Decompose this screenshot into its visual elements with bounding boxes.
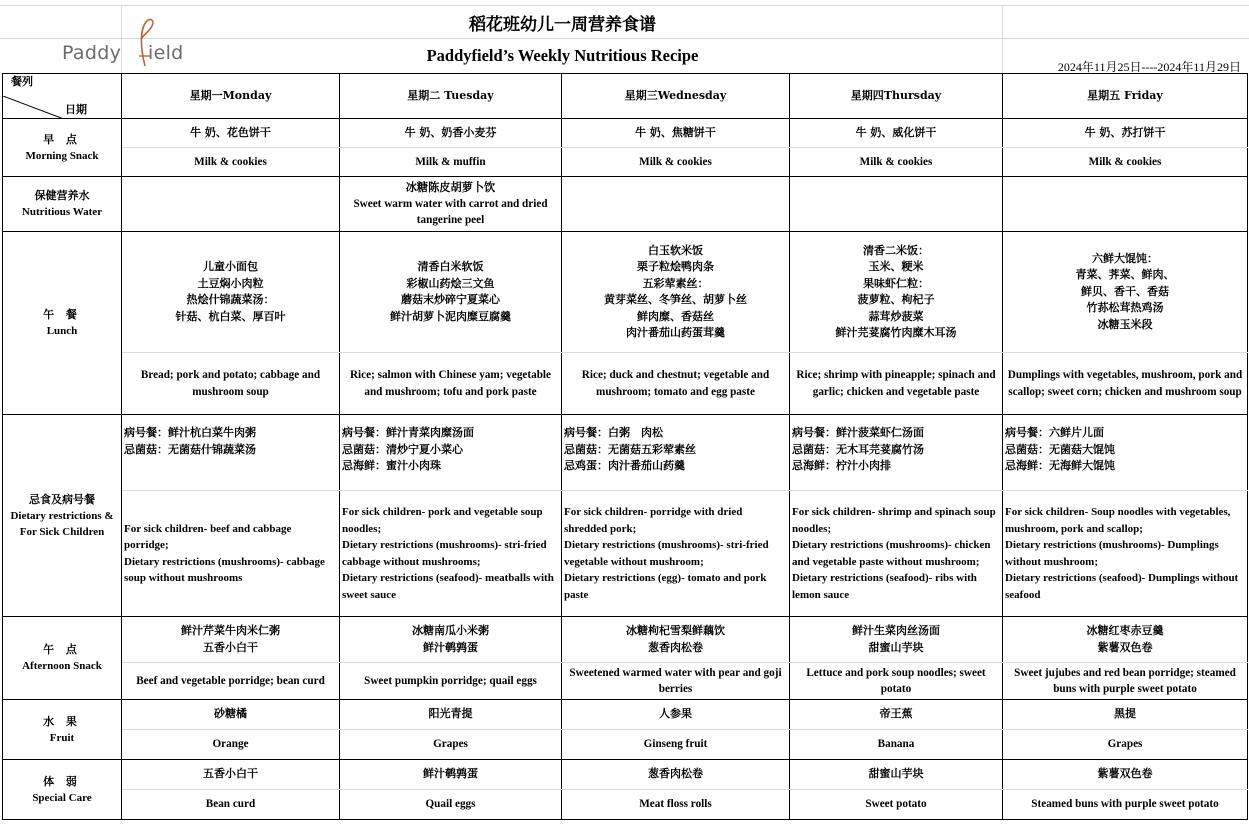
corner-cell bbox=[3, 74, 122, 119]
menu-cell-cn: 牛 奶、焦糖饼干 bbox=[562, 119, 790, 148]
morning-snack-row bbox=[3, 119, 1248, 148]
row-label-cn: 体 弱 bbox=[43, 774, 81, 788]
dish: 冰糖枸杞雪梨鲜藕饮 bbox=[626, 624, 725, 637]
menu-cell-en: Milk & cookies bbox=[562, 148, 790, 177]
weekly-menu-table bbox=[2, 73, 1248, 820]
dish: 鲜汁芹菜牛肉米仁粥 bbox=[181, 624, 280, 637]
menu-cell-en: Sweet potato bbox=[790, 790, 1003, 820]
menu-cell-en: Orange bbox=[122, 730, 340, 760]
afternoon-snack-row bbox=[3, 617, 1248, 663]
row-label-cn: 早 点 bbox=[43, 132, 81, 146]
dish: 青菜、荠菜、鲜肉、 bbox=[1075, 268, 1175, 282]
menu-cell-cn: 黑提 bbox=[1003, 700, 1248, 730]
menu-cell-en: Rice; duck and chestnut; vegetable and mushroom; tomato and egg paste bbox=[562, 353, 790, 415]
row-label-en: Special Care bbox=[32, 791, 92, 804]
dish: 儿童小面包 bbox=[203, 260, 258, 273]
dish: 玉米、粳米 bbox=[868, 260, 924, 273]
menu-cell-en: Bean curd bbox=[122, 790, 340, 820]
afternoon-snack-en-row bbox=[3, 663, 1248, 700]
special-care-row bbox=[3, 760, 1248, 790]
menu-cell-cn bbox=[122, 415, 340, 491]
menu-cell-cn bbox=[562, 232, 790, 353]
corner-date-label: 日期 bbox=[65, 103, 87, 116]
menu-cell-en: Sweet jujubes and red bean porridge; steamed buns with purple sweet potato bbox=[1003, 663, 1248, 700]
dish: 鲜汁胡萝卜泥肉糜豆腐羹 bbox=[390, 309, 511, 323]
dish: 肉汁番茄山药蛋茸羹 bbox=[626, 326, 725, 339]
menu-cell-cn: 牛 奶、威化饼干 bbox=[790, 119, 1003, 148]
diet-item-en: Dietary restrictions (seafood)- meatballs with sweet sauce bbox=[342, 572, 554, 601]
date-range: 2024年11月25日----2024年11月29日 bbox=[1057, 60, 1241, 74]
row-label-afternoon bbox=[3, 617, 122, 700]
row-label-en: Lunch bbox=[46, 325, 78, 337]
menu-cell-cn: 牛 奶、花色饼干 bbox=[122, 119, 340, 148]
diet-item: 病号餐：白粥 肉松 bbox=[564, 426, 663, 439]
menu-cell-cn bbox=[790, 232, 1003, 353]
dietary-en-row bbox=[3, 491, 1248, 617]
menu-cell-en: Milk & cookies bbox=[790, 148, 1003, 177]
diet-item: 忌海鲜：柠汁小肉排 bbox=[792, 459, 891, 472]
diet-item: 忌鸡蛋：肉汁番茄山药羹 bbox=[564, 459, 685, 472]
menu-cell-en bbox=[562, 491, 790, 617]
menu-cell-cn: 鲜汁鹌鹑蛋 bbox=[340, 760, 562, 790]
menu-cell-en: Meat floss rolls bbox=[562, 790, 790, 820]
row-label-en: Nutritious Water bbox=[21, 206, 103, 218]
row-label-morning bbox=[3, 119, 122, 177]
dish: 竹荪松茸热鸡汤 bbox=[1086, 301, 1164, 315]
dish: 蒜茸炒菠菜 bbox=[868, 309, 924, 323]
row-label-water bbox=[3, 177, 122, 232]
menu-cell-cn bbox=[340, 617, 562, 663]
dish: 清香白米软饭 bbox=[417, 260, 484, 273]
menu-cell-cn: 甜蜜山芋块 bbox=[790, 760, 1003, 790]
row-label-en: Afternoon Snack bbox=[22, 660, 102, 672]
dish: 鲜贝、香干、香菇 bbox=[1081, 284, 1169, 298]
menu-cell-cn: 五香小白干 bbox=[122, 760, 340, 790]
diet-item-en: Dietary restrictions (egg)- tomato and pork paste bbox=[564, 572, 767, 601]
menu-cell-cn bbox=[790, 415, 1003, 491]
menu-cell-cn bbox=[340, 232, 562, 353]
menu-cell-en bbox=[1003, 491, 1248, 617]
logo-text-right: ield bbox=[148, 42, 184, 64]
nutritious-water-row bbox=[3, 177, 1248, 232]
lunch-en-row bbox=[3, 353, 1248, 415]
diet-item: 忌海鲜：无海鲜大馄饨 bbox=[1005, 459, 1115, 472]
dish: 蘑菇末炒碎宁夏菜心 bbox=[401, 293, 500, 306]
dish: 清香二米饭： bbox=[863, 243, 929, 257]
corner-meal-label: 餐列 bbox=[11, 74, 33, 88]
diet-item-en: Dietary restrictions (mushrooms)- stri-fried cabbage without mushrooms; bbox=[342, 539, 547, 568]
morning-snack-en-row bbox=[3, 148, 1248, 177]
menu-cell-cn bbox=[562, 415, 790, 491]
dish: 彩椒山药烩三文鱼 bbox=[406, 276, 495, 290]
dish: 冰糖南瓜小米粥 bbox=[412, 624, 489, 637]
menu-cell-en: Sweetened warmed water with pear and goji berries bbox=[562, 663, 790, 700]
menu-cell-en: Ginseng fruit bbox=[562, 730, 790, 760]
diet-item-en: For sick children- beef and cabbage porridge; bbox=[124, 522, 292, 551]
menu-cell-en bbox=[790, 491, 1003, 617]
dish: 甜蜜山芋块 bbox=[868, 640, 924, 654]
menu-cell-en bbox=[340, 491, 562, 617]
diet-item: 忌菌菇：无菌菇五彩荤素丝 bbox=[564, 442, 696, 456]
diet-item-en: Dietary restrictions (mushrooms)- cabbage soup without mushrooms bbox=[124, 555, 325, 584]
diet-item-en: For sick children- porridge with dried shredded pork; bbox=[564, 506, 743, 535]
day-header: 星期一Monday bbox=[122, 74, 340, 119]
menu-cell-cn: 人参果 bbox=[562, 700, 790, 730]
menu-cell-cn: 紫薯双色卷 bbox=[1003, 760, 1248, 790]
water-cn: 冰糖陈皮胡萝卜饮 bbox=[405, 180, 496, 195]
header-row bbox=[3, 74, 1248, 119]
lunch-row bbox=[3, 232, 1248, 353]
diet-item-en: Dietary restrictions (mushrooms)- Dumplings without mushroom; bbox=[1005, 539, 1219, 568]
dish: 鲜汁生菜肉丝汤面 bbox=[852, 624, 940, 637]
dish: 紫薯双色卷 bbox=[1097, 640, 1153, 654]
menu-cell-en: Sweet pumpkin porridge; quail eggs bbox=[340, 663, 562, 700]
menu-cell-en: Milk & cookies bbox=[1003, 148, 1248, 177]
dietary-row bbox=[3, 415, 1248, 491]
diet-item: 忌海鲜：蜜汁小肉珠 bbox=[342, 459, 441, 472]
diet-item-en: For sick children- Soup noodles with vegetables, mushroom, pork and scallop; bbox=[1005, 506, 1231, 535]
page-title-chinese: 稻花班幼儿一周营养食谱 bbox=[469, 15, 656, 35]
menu-cell-cn: 阳光青提 bbox=[340, 700, 562, 730]
dish: 葱香肉松卷 bbox=[648, 640, 703, 654]
menu-cell-cn: 牛 奶、苏打饼干 bbox=[1003, 119, 1248, 148]
page-title-english: Paddyfield’s Weekly Nutritious Recipe bbox=[426, 46, 699, 65]
dish: 鲜汁芫荽腐竹肉糜木耳汤 bbox=[835, 326, 957, 339]
dish: 冰糖红枣赤豆羹 bbox=[1086, 624, 1164, 637]
empty-cell bbox=[790, 177, 1003, 232]
diet-item-en: Dietary restrictions (mushrooms)- chicken and vegetable paste without mushroom; bbox=[792, 539, 991, 568]
diet-item: 忌菌菇：无菌菇大馄饨 bbox=[1005, 442, 1115, 456]
diet-item: 忌菌菇：清炒宁夏小菜心 bbox=[342, 442, 463, 456]
fruit-row bbox=[3, 700, 1248, 730]
row-label-cn: 水 果 bbox=[43, 714, 81, 728]
water-en: Sweet warm water with carrot and dried tangerine peel bbox=[353, 197, 548, 227]
day-header: 星期三Wednesday bbox=[562, 74, 790, 119]
menu-cell-en bbox=[122, 491, 340, 617]
menu-cell-cn bbox=[1003, 617, 1248, 663]
diet-item: 病号餐：六鲜片儿面 bbox=[1005, 426, 1104, 439]
diet-item: 忌菌菇：无木耳芫荽腐竹汤 bbox=[792, 442, 924, 456]
menu-cell-en: Lettuce and pork soup noodles; sweet potato bbox=[790, 663, 1003, 700]
menu-cell-cn bbox=[790, 617, 1003, 663]
menu-cell-cn: 葱香肉松卷 bbox=[562, 760, 790, 790]
special-care-en-row bbox=[3, 790, 1248, 820]
row-label-lunch bbox=[3, 232, 122, 415]
dish: 热烩什锦蔬菜汤： bbox=[186, 293, 275, 306]
dish: 五香小白干 bbox=[203, 640, 258, 654]
diet-item-en: Dietary restrictions (seafood)- ribs with lemon sauce bbox=[792, 572, 977, 601]
empty-cell bbox=[562, 177, 790, 232]
diet-item: 忌菌菇：无菌菇什锦蔬菜汤 bbox=[124, 442, 256, 456]
row-label-dietary bbox=[3, 415, 122, 617]
menu-cell-en: Rice; salmon with Chinese yam; vegetable and mushroom; tofu and pork paste bbox=[340, 353, 562, 415]
menu-cell-en: Dumplings with vegetables, mushroom, pork and scallop; sweet corn; chicken and mushroom soup bbox=[1003, 353, 1248, 415]
row-label-cn: 午 点 bbox=[43, 643, 81, 656]
row-label-fruit bbox=[3, 700, 122, 760]
menu-cell-en: Milk & muffin bbox=[340, 148, 562, 177]
grid-line bbox=[0, 5, 1249, 6]
dish: 栗子粒烩鸭肉条 bbox=[637, 260, 714, 273]
menu-cell-en: Grapes bbox=[340, 730, 562, 760]
dish: 黄芽菜丝、冬笋丝、胡萝卜丝 bbox=[604, 293, 747, 306]
diet-item-en: Dietary restrictions (mushrooms)- stri-fried vegetable without mushroom; bbox=[564, 539, 769, 568]
grid-line bbox=[0, 38, 1249, 39]
menu-cell-en: Rice; shrimp with pineapple; spinach and garlic; chicken and vegetable paste bbox=[790, 353, 1003, 415]
menu-cell-en: Banana bbox=[790, 730, 1003, 760]
dish: 针菇、杭白菜、厚百叶 bbox=[175, 309, 286, 323]
row-label-special-care bbox=[3, 760, 122, 820]
row-label-en: Fruit bbox=[49, 731, 75, 744]
menu-cell-en: Milk & cookies bbox=[122, 148, 340, 177]
diet-item: 病号餐：鲜汁青菜肉糜汤面 bbox=[342, 426, 474, 439]
menu-cell-cn: 帝王蕉 bbox=[790, 700, 1003, 730]
empty-cell bbox=[122, 177, 340, 232]
menu-cell bbox=[340, 177, 562, 232]
dish: 五彩荤素丝： bbox=[642, 276, 709, 290]
dish: 菠萝粒、枸杞子 bbox=[857, 293, 935, 306]
dish: 六鲜大馄饨： bbox=[1092, 251, 1158, 265]
diet-item: 病号餐：鲜汁菠菜虾仁汤面 bbox=[792, 426, 924, 439]
dish: 鲜汁鹌鹑蛋 bbox=[423, 640, 478, 654]
dish: 土豆焖小肉粒 bbox=[197, 276, 264, 290]
dish: 冰糖玉米段 bbox=[1097, 317, 1153, 331]
menu-cell-cn bbox=[1003, 415, 1248, 491]
diet-item-en: Dietary restrictions (seafood)- Dumplings without seafood bbox=[1005, 572, 1239, 601]
row-label-cn: 保健营养水 bbox=[34, 189, 90, 202]
menu-cell-cn bbox=[562, 617, 790, 663]
empty-cell bbox=[1003, 177, 1248, 232]
menu-cell-en: Quail eggs bbox=[340, 790, 562, 820]
diet-item-en: For sick children- shrimp and spinach soup noodles; bbox=[792, 506, 996, 535]
menu-cell-en: Grapes bbox=[1003, 730, 1248, 760]
diet-item-en: For sick children- pork and vegetable soup noodles; bbox=[342, 506, 543, 535]
day-header: 星期二 Tuesday bbox=[340, 74, 562, 119]
row-label-en: Morning Snack bbox=[25, 149, 99, 162]
menu-cell-en: Steamed buns with purple sweet potato bbox=[1003, 790, 1248, 820]
menu-cell-cn bbox=[340, 415, 562, 491]
row-label-cn: 忌食及病号餐 bbox=[29, 492, 95, 506]
row-label-cn: 午 餐 bbox=[43, 308, 81, 321]
logo-text-left: Paddy bbox=[62, 42, 122, 64]
day-header: 星期五 Friday bbox=[1003, 74, 1248, 119]
menu-cell-cn: 牛 奶、奶香小麦芬 bbox=[340, 119, 562, 148]
menu-cell-en: Bread; pork and potato; cabbage and mushroom soup bbox=[122, 353, 340, 415]
menu-cell-cn: 砂糖橘 bbox=[122, 700, 340, 730]
menu-cell-en: Beef and vegetable porridge; bean curd bbox=[122, 663, 340, 700]
day-header: 星期四Thursday bbox=[790, 74, 1003, 119]
dish: 鲜肉糜、香菇丝 bbox=[637, 309, 714, 323]
fruit-en-row bbox=[3, 730, 1248, 760]
row-label-en: Dietary restrictions & For Sick Children bbox=[10, 509, 114, 538]
diet-item: 病号餐：鲜汁杭白菜牛肉粥 bbox=[124, 426, 256, 439]
diagonal-divider bbox=[3, 96, 122, 119]
menu-cell-cn bbox=[1003, 232, 1248, 353]
dish: 果味虾仁粒： bbox=[863, 276, 929, 290]
menu-cell-cn bbox=[122, 232, 340, 353]
dish: 白玉软米饭 bbox=[648, 243, 703, 257]
menu-cell-cn bbox=[122, 617, 340, 663]
